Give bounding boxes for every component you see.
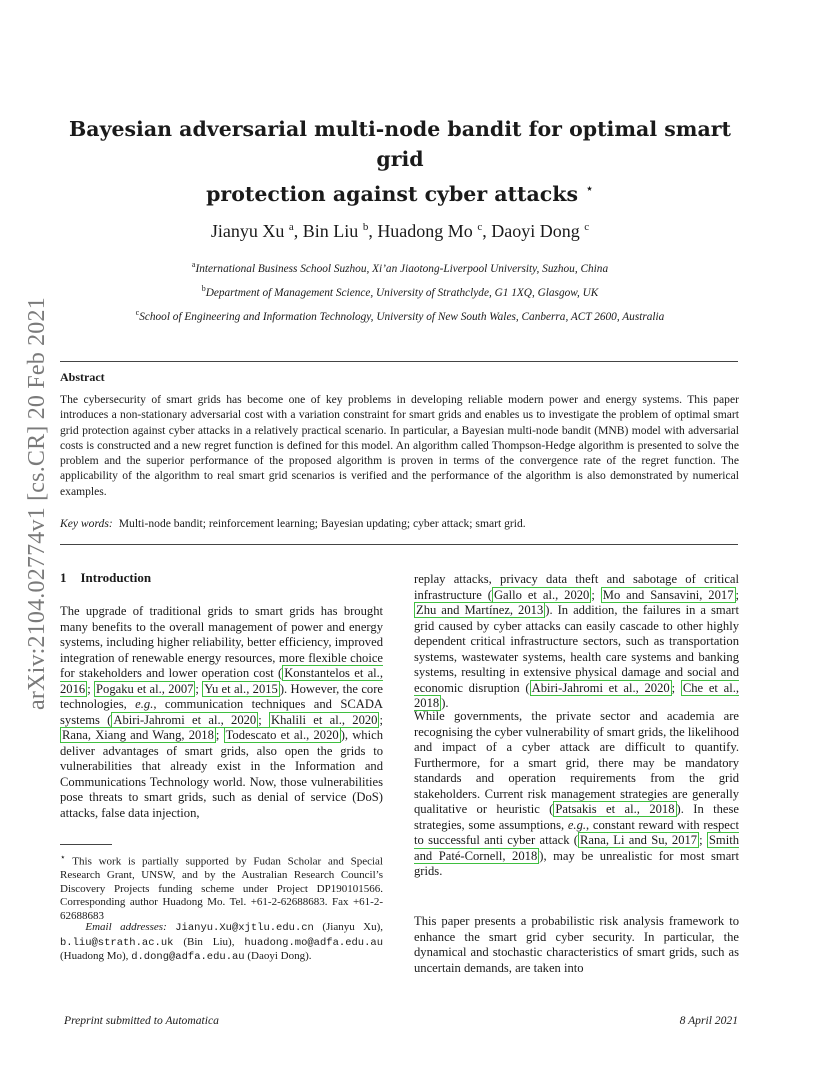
citation-link[interactable]: Yu et al., 2015 <box>204 681 278 696</box>
section-title: Introduction <box>80 570 152 585</box>
citation-link[interactable]: Khalili et al., 2020 <box>271 712 378 727</box>
section-heading <box>60 570 151 586</box>
author-name: Bin Liu <box>302 221 359 241</box>
citation-link[interactable]: Pogaku et al., 2007 <box>96 681 194 696</box>
title-line-2: protection against cyber attacks <box>206 181 579 206</box>
citation-link[interactable]: Smith and Paté-Cornell, 2018 <box>414 833 739 863</box>
abstract-heading: Abstract <box>60 370 105 384</box>
affiliation-c: $^c$School of Engineering and Information Technology, University of New South Wales, Canberra, ACT 2600, Australia <box>135 308 665 323</box>
author-affiliation-mark: a <box>288 221 294 233</box>
title-line-1: Bayesian adversarial multi-node bandit for optimal smart grid <box>68 117 732 171</box>
citation-link[interactable]: Abiri-Jahromi et al., 2020 <box>113 712 257 727</box>
author-list: Jianyu Xu $^a$, Bin Liu $^b$, Huadong Mo $^c$, Daoyi Dong $^c$ <box>210 221 590 241</box>
affiliation-a: $^a$International Business School Suzhou, Xi’an Jiaotong-Liverpool University, Suzhou, China <box>191 260 609 275</box>
author-affiliation-mark: c <box>584 221 590 233</box>
preprint-note: Preprint submitted to Automatica <box>64 1014 219 1027</box>
section-number: 1 <box>60 570 67 585</box>
author-name: Jianyu Xu <box>210 221 285 241</box>
citation-link[interactable]: Rana, Xiang and Wang, 2018 <box>62 728 214 742</box>
citation-link[interactable]: Todescato et al., 2020 <box>225 728 339 742</box>
footnote-divider <box>60 844 112 845</box>
preprint-date: 8 April 2021 <box>679 1014 738 1027</box>
email-link[interactable]: Jianyu.Xu@xjtlu.edu.cn <box>175 922 314 934</box>
arxiv-identifier: arXiv:2104.02774v1 [cs.CR] 20 Feb 2021 <box>24 297 50 710</box>
citation-link[interactable]: Zhu and Martínez, 2013 <box>416 603 544 617</box>
citation-link[interactable]: Abiri-Jahromi et al., 2020 <box>531 680 670 695</box>
right-column-paragraph-3: This paper presents a probabilistic risk analysis framework to enhance the smart grid cyber security. In particular, the dynamical and stochastic characteristics of smart grids, such as uncertain demands, are taken into <box>414 914 739 975</box>
email-label: Email addresses: <box>85 921 167 933</box>
email-link[interactable]: d.dong@adfa.edu.au <box>131 951 245 964</box>
author-name: Huadong Mo <box>377 221 473 241</box>
citation-link[interactable]: Mo and Sansavini, 2017 <box>602 587 734 602</box>
arxiv-stamp <box>24 290 52 710</box>
keywords-text: Multi-node bandit; reinforcement learning; Bayesian updating; cyber attack; smart grid. <box>118 517 526 530</box>
email-link[interactable]: b.liu@strath.ac.uk <box>60 936 174 949</box>
citation-link[interactable]: Konstantelos et al., 2016 <box>60 666 383 696</box>
author-name: Daoyi Dong <box>491 221 580 241</box>
author-affiliation-mark: c <box>477 221 483 233</box>
abstract-text: The cybersecurity of smart grids has become one of key problems in developing reliable modern power and energy systems. This paper introduces a non-stationary adversarial cost with a variation constraint for smart grids and enables us to investigate the problem of optimal smart grid protection against cyber attacks in a relatively practical scenario. In particular, a Bayesian multi-node bandit (MNB) model with adversarial costs is constructed and a new regret function is defined for this model. An algorithm called Thompson-Hedge algorithm is presented to solve the problem and the superior performance of the proposed algorithm is proven in terms of the convergence rate of the regret function. The applicability of the algorithm to real smart grid scenarios is verified and the performance of the algorithm is also demonstrated by numerical examples. <box>60 393 739 498</box>
abstract-top-divider <box>60 361 738 362</box>
title-footnote-mark: ⋆ <box>585 181 594 197</box>
paper-title <box>60 114 740 209</box>
citation-link[interactable]: Patsakis et al., 2018 <box>555 802 675 816</box>
right-column-paragraph-2: While governments, the private sector and academia are recognising the cyber vulnerability of smart grids, the likelihood and impact of a cyber attack are difficult to quantify. Furthermore, for a smart grid, there may be mandatory standards and operation requirements from the grid stakeholders. Current risk management strategies are generally qualitative or heuristic ( Patsakis et al., 2018 ). In these strategies, some assumptions, e.g., constant reward with respect to successful anti cyber attack ( Rana, Li and Su, 2017 ; Smith and Paté-Cornell, 2018 ), may be unrealistic for most smart grids. <box>414 709 740 878</box>
citation-link[interactable]: Rana, Li and Su, 2017 <box>580 833 698 847</box>
keywords-label: Key words: <box>60 517 113 530</box>
funding-footnote: ⋆ This work is partially supported by Fudan Scholar and Special Research Grant, UNSW, and by the Australian Research Council’s Discovery Projects funding scheme under Project DP190101566. Corresponding author Huadong Mo. Tel. +61-2-62688683. Fax +61-2-62688683 <box>60 852 383 923</box>
abstract-bottom-divider <box>60 544 738 545</box>
right-column-paragraph-1: replay attacks, privacy data theft and sabotage of critical infrastructure ( Gallo et al., 2020 ; Mo and Sansavini, 2017 ; Zhu and Martínez, 2013 ). In addition, the failures in a smart grid caused by cyber attacks can easily cascade to other highly dependent critical infrastructure sectors, such as transportation systems, wastewater systems, health care systems and banking systems, resulting in extensive physical damage and social and economic disruption ( Abiri-Jahromi et al., 2020 ; Che et al., 2018 ). <box>414 572 739 710</box>
citation-link[interactable]: Che et al., 2018 <box>414 680 739 710</box>
affiliation-b: $^b$Department of Management Science, University of Strathclyde, G1 1XQ, Glasgow, UK <box>201 284 599 299</box>
keywords <box>60 517 526 530</box>
email-link[interactable]: huadong.mo@adfa.edu.au <box>244 936 383 949</box>
email-footnote: Email addresses: Jianyu.Xu@xjtlu.edu.cn (Jianyu Xu), b.liu@strath.ac.uk (Bin Liu), huadong.mo@adfa.edu.au (Huadong Mo), d.dong@adfa.edu.au (Daoyi Dong). <box>60 921 384 964</box>
left-column-paragraph: The upgrade of traditional grids to smart grids has brought many benefits to the overall management of power and energy systems, including higher reliability, better efficiency, improved integration of renewable energy resources, more flexible choice for stakeholders and lower operation cost ( Konstantelos et al., 2016 ; Pogaku et al., 2007 ; Yu et al., 2015 ). However, the core technologies, e.g., communication techniques and SCADA systems ( Abiri-Jahromi et al., 2020 ; Khalili et al., 2020 ; Rana, Xiang and Wang, 2018 ; Todescato et al., 2020 ), which deliver advantages of smart grids, also open the grids to vulnerabilities that already exist in the Information and Communications Technology world. Now, those vulnerabilities pose threats to smart grids, such as denial of service (DoS) attacks, false data injection, <box>60 604 384 820</box>
author-affiliation-mark: b <box>362 221 369 233</box>
footnote-mark: ⋆ <box>60 852 66 862</box>
citation-link[interactable]: Gallo et al., 2020 <box>493 587 590 602</box>
